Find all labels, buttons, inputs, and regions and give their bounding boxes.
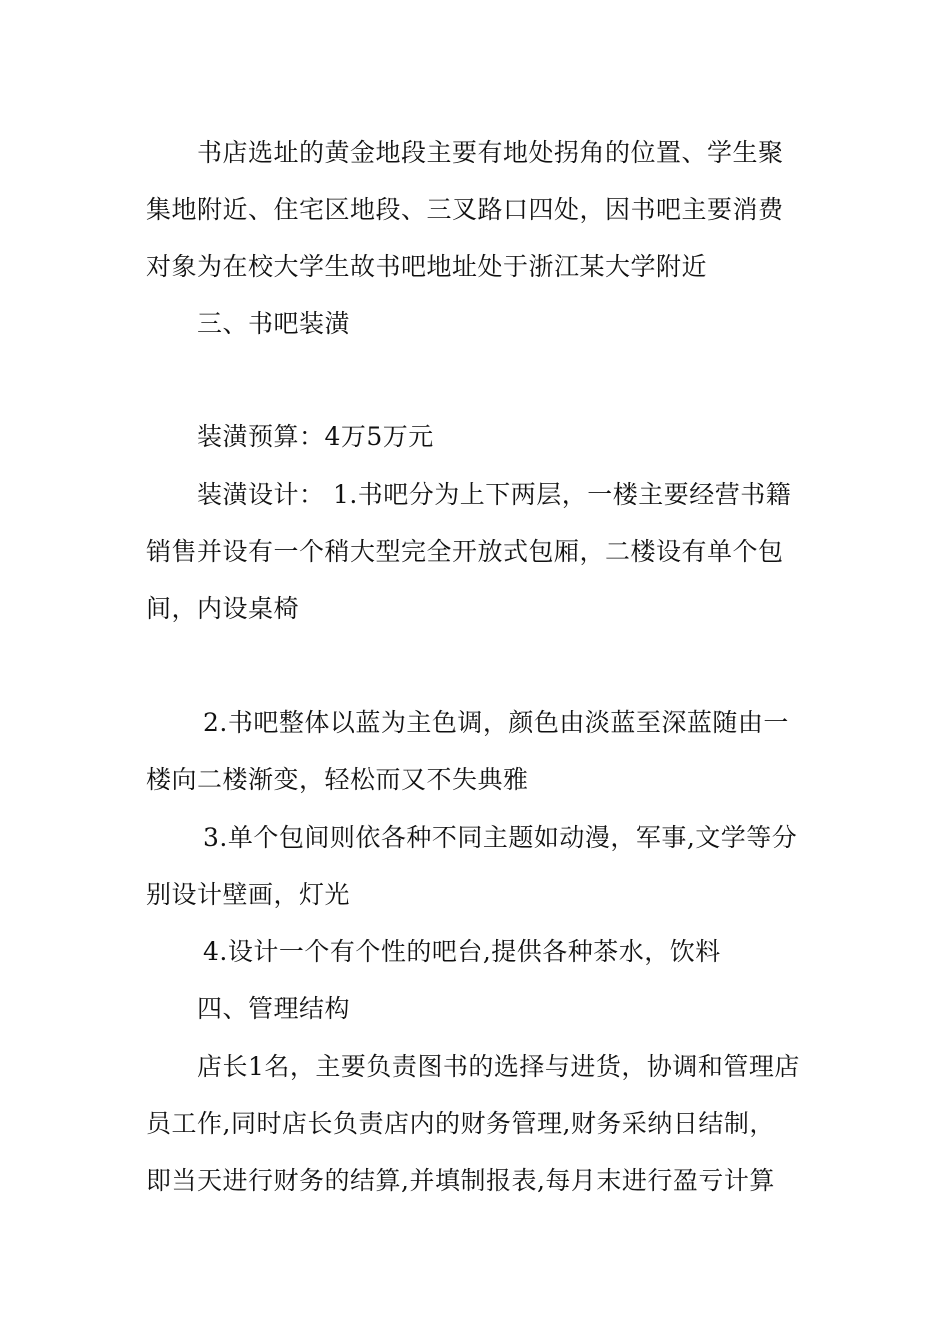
design-item-3-line-1: 3.单个包间则依各种不同主题如动漫，军事,文学等分 bbox=[203, 823, 798, 852]
design-item-3-line-2: 别设计壁画，灯光 bbox=[146, 880, 351, 909]
design-item-4: 4.设计一个有个性的吧台,提供各种茶水，饮料 bbox=[203, 937, 721, 966]
section-heading-management: 四、管理结构 bbox=[197, 994, 351, 1023]
management-line-2: 员工作,同时店长负责店内的财务管理,财务采纳日结制， bbox=[146, 1109, 775, 1138]
design-item-2-line-1: 2.书吧整体以蓝为主色调，颜色由淡蓝至深蓝随由一 bbox=[203, 708, 789, 737]
section-heading-decoration: 三、书吧装潢 bbox=[197, 309, 351, 338]
paragraph-line-3: 对象为在校大学生故书吧地址处于浙江某大学附近 bbox=[146, 252, 708, 281]
decoration-design-line-1: 装潢设计： 1.书吧分为上下两层，一楼主要经营书籍 bbox=[197, 480, 792, 509]
decoration-design-line-2: 销售并设有一个稍大型完全开放式包厢，二楼设有单个包 bbox=[146, 537, 784, 566]
management-line-3: 即当天进行财务的结算,并填制报表,每月末进行盈亏计算 bbox=[146, 1166, 775, 1195]
paragraph-line-2: 集地附近、住宅区地段、三叉路口四处，因书吧主要消费 bbox=[146, 195, 784, 224]
design-item-2-line-2: 楼向二楼渐变，轻松而又不失典雅 bbox=[146, 765, 529, 794]
paragraph-line-1: 书店选址的黄金地段主要有地处拐角的位置、学生聚 bbox=[197, 138, 784, 167]
decoration-design-line-3: 间，内设桌椅 bbox=[146, 594, 300, 623]
decoration-budget: 装潢预算：4万5万元 bbox=[197, 422, 434, 451]
management-line-1: 店长1名，主要负责图书的选择与进货，协调和管理店 bbox=[197, 1052, 800, 1081]
